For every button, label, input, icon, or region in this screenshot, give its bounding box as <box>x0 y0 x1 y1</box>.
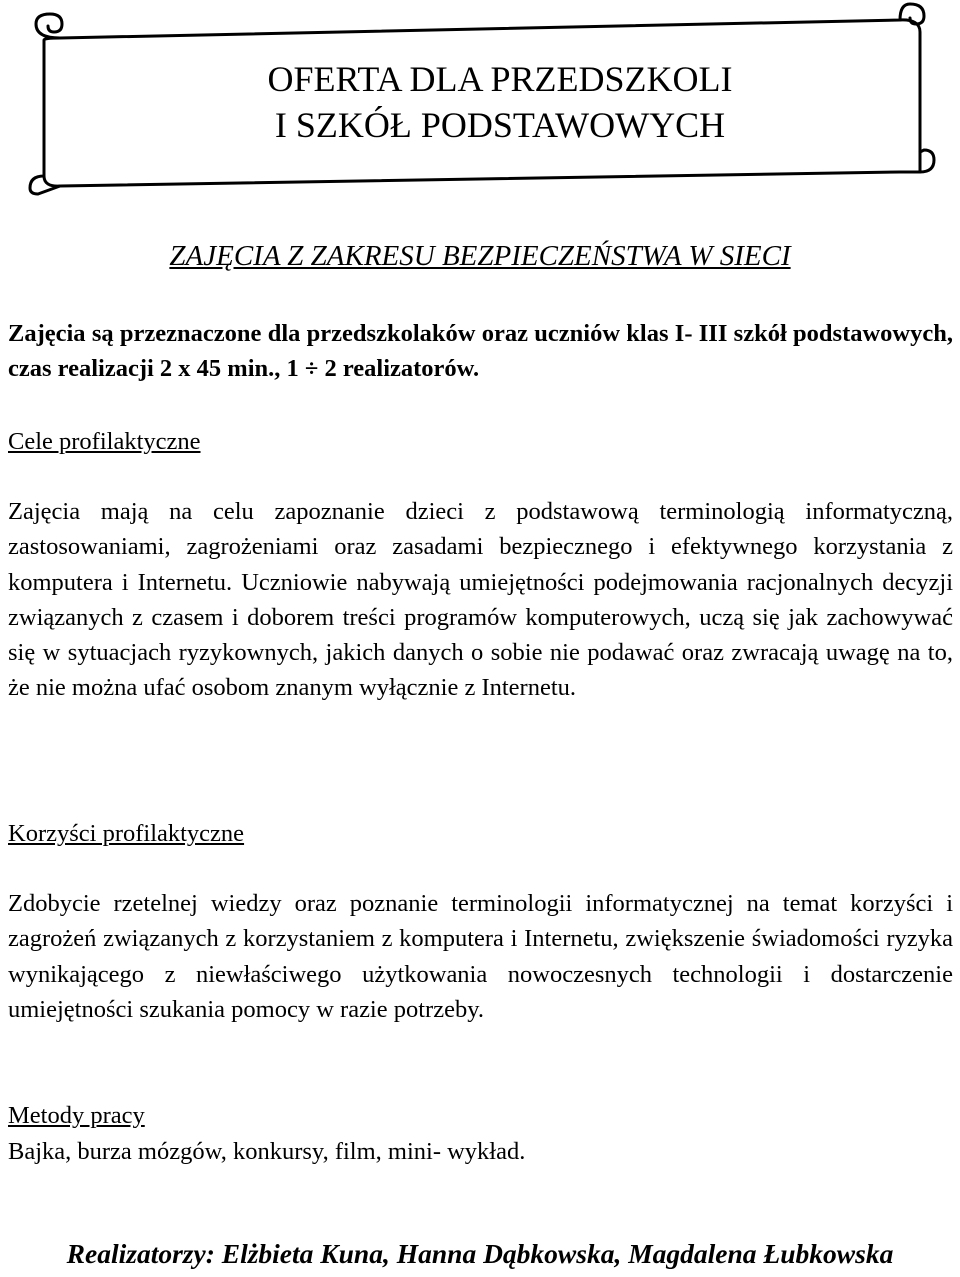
intro-paragraph: Zajęcia są przeznaczone dla przedszkolaków oraz uczniów klas I- III szkół podstawowych, czas realizacji 2 x 45 min., 1 ÷ 2 realizatorów. <box>8 320 953 383</box>
goals-paragraph: Zajęcia mają na celu zapoznanie dzieci z podstawową terminologią informatyczną, zastosowaniami, zagrożeniami oraz zasadami bezpiecznego i efektywnego korzystania z komputera i Internetu. Uczniowie nabywają umiejętności podejmowania racjonalnych decyzji związanych z czasem i doborem treści programów komputerowych, uczą się jak zachowywać się w sytuacjach ryzykownych, jakich danych o sobie nie podawać oraz zwracają uwagę na to, że nie można ufać osobom znanym wyłącznie z Internetu. <box>8 498 953 702</box>
methods-heading: Metody pracy <box>8 1102 145 1129</box>
banner-title-line-2: I SZKÓŁ PODSTAWOWYCH <box>274 105 726 145</box>
banner-title-line-1: OFERTA DLA PRZEDSZKOLI <box>267 59 733 99</box>
benefits-heading: Korzyści profilaktyczne <box>8 820 245 847</box>
goals-heading: Cele profilaktyczne <box>8 428 201 455</box>
footer-authors: Realizatorzy: Elżbieta Kuna, Hanna Dąbkowska, Magdalena Łubkowska <box>66 1238 894 1269</box>
benefits-paragraph: Zdobycie rzetelnej wiedzy oraz poznanie terminologii informatycznej na temat korzyści i zagrożeń związanych z korzystaniem z komputera i Internetu, zwiększenie świadomości ryzyka wynikającego z niewłaściwego użytkowania nowoczesnych technologii i dostarczenie umiejętności szukania pomocy w razie potrzeby. <box>8 890 953 1023</box>
section-title: ZAJĘCIA Z ZAKRESU BEZPIECZEŃSTWA W SIECI <box>169 240 791 272</box>
methods-paragraph: Bajka, burza mózgów, konkursy, film, mini- wykład. <box>8 1138 526 1165</box>
